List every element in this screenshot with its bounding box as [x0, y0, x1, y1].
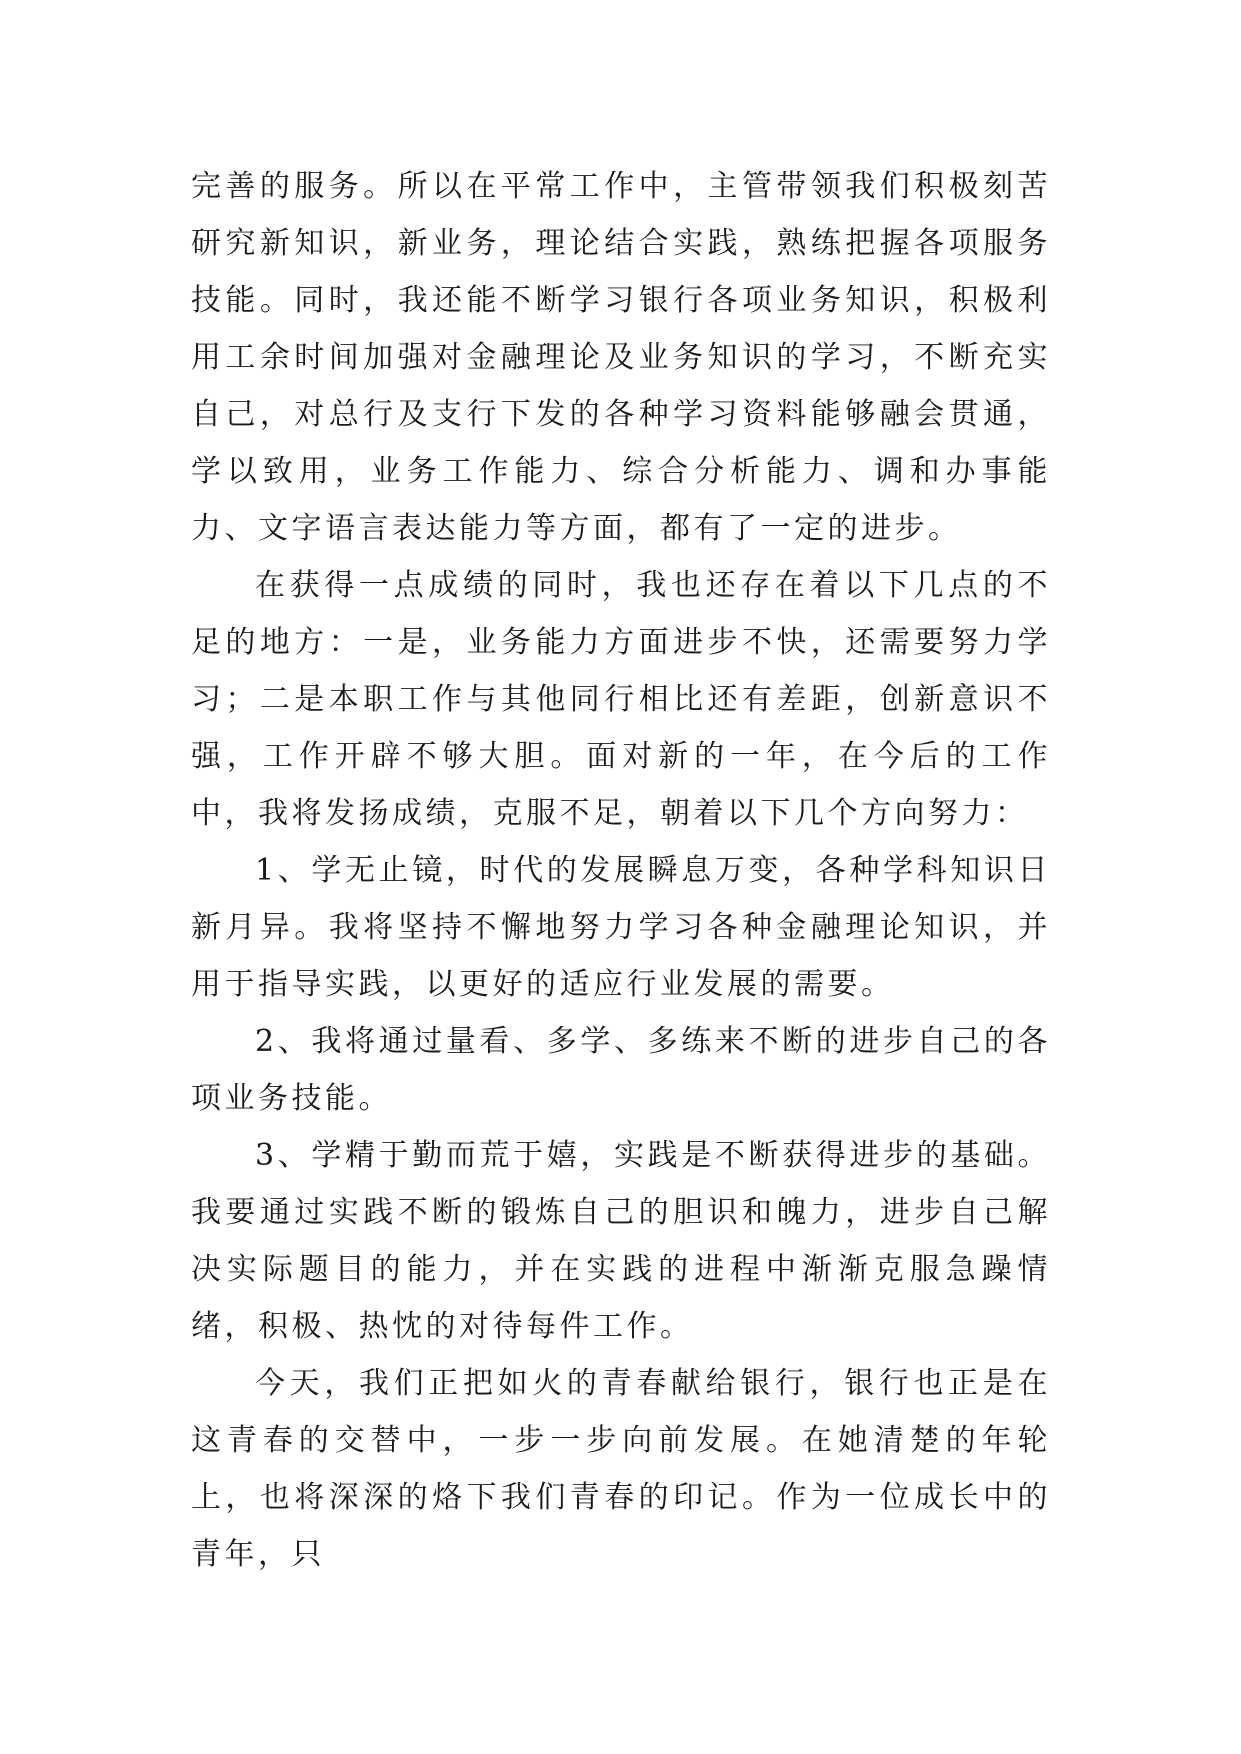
paragraph-1: 完善的服务。所以在平常工作中，主管带领我们积极刻苦研究新知识，新业务，理论结合实践，熟练把握各项服务技能。同时，我还能不断学习银行各项业务知识，积极利用工余时间加强对金融理论及业务知识的学习，不断充实自己，对总行及支行下发的各种学习资料能够融会贯通，学以致用，业务工作能力、综合分析能力、调和办事能力、文字语言表达能力等方面，都有了一定的进步。 [191, 169, 1051, 546]
paragraph-3: 1、学无止镜，时代的发展瞬息万变，各种学科知识日新月异。我将坚持不懈地努力学习各种金融理论知识，并用于指导实践，以更好的适应行业发展的需要。 [191, 853, 1051, 1002]
document-body [191, 158, 1051, 1583]
paragraph-6: 今天，我们正把如火的青春献给银行，银行也正是在这青春的交替中，一步一步向前发展。在她清楚的年轮上，也将深深的烙下我们青春的印记。作为一位成长中的青年，只 [191, 1366, 1051, 1572]
paragraph-2: 在获得一点成绩的同时，我也还存在着以下几点的不足的地方：一是，业务能力方面进步不快，还需要努力学习；二是本职工作与其他同行相比还有差距，创新意识不强，工作开辟不够大胆。面对新的一年，在今后的工作中，我将发扬成绩，克服不足，朝着以下几个方向努力： [191, 568, 1051, 831]
paragraph-5: 3、学精于勤而荒于嬉，实践是不断获得进步的基础。我要通过实践不断的锻炼自己的胆识和魄力，进步自己解决实际题目的能力，并在实践的进程中渐渐克服急躁情绪，积极、热忱的对待每件工作。 [191, 1138, 1051, 1344]
paragraph-4: 2、我将通过量看、多学、多练来不断的进步自己的各项业务技能。 [191, 1024, 1051, 1116]
